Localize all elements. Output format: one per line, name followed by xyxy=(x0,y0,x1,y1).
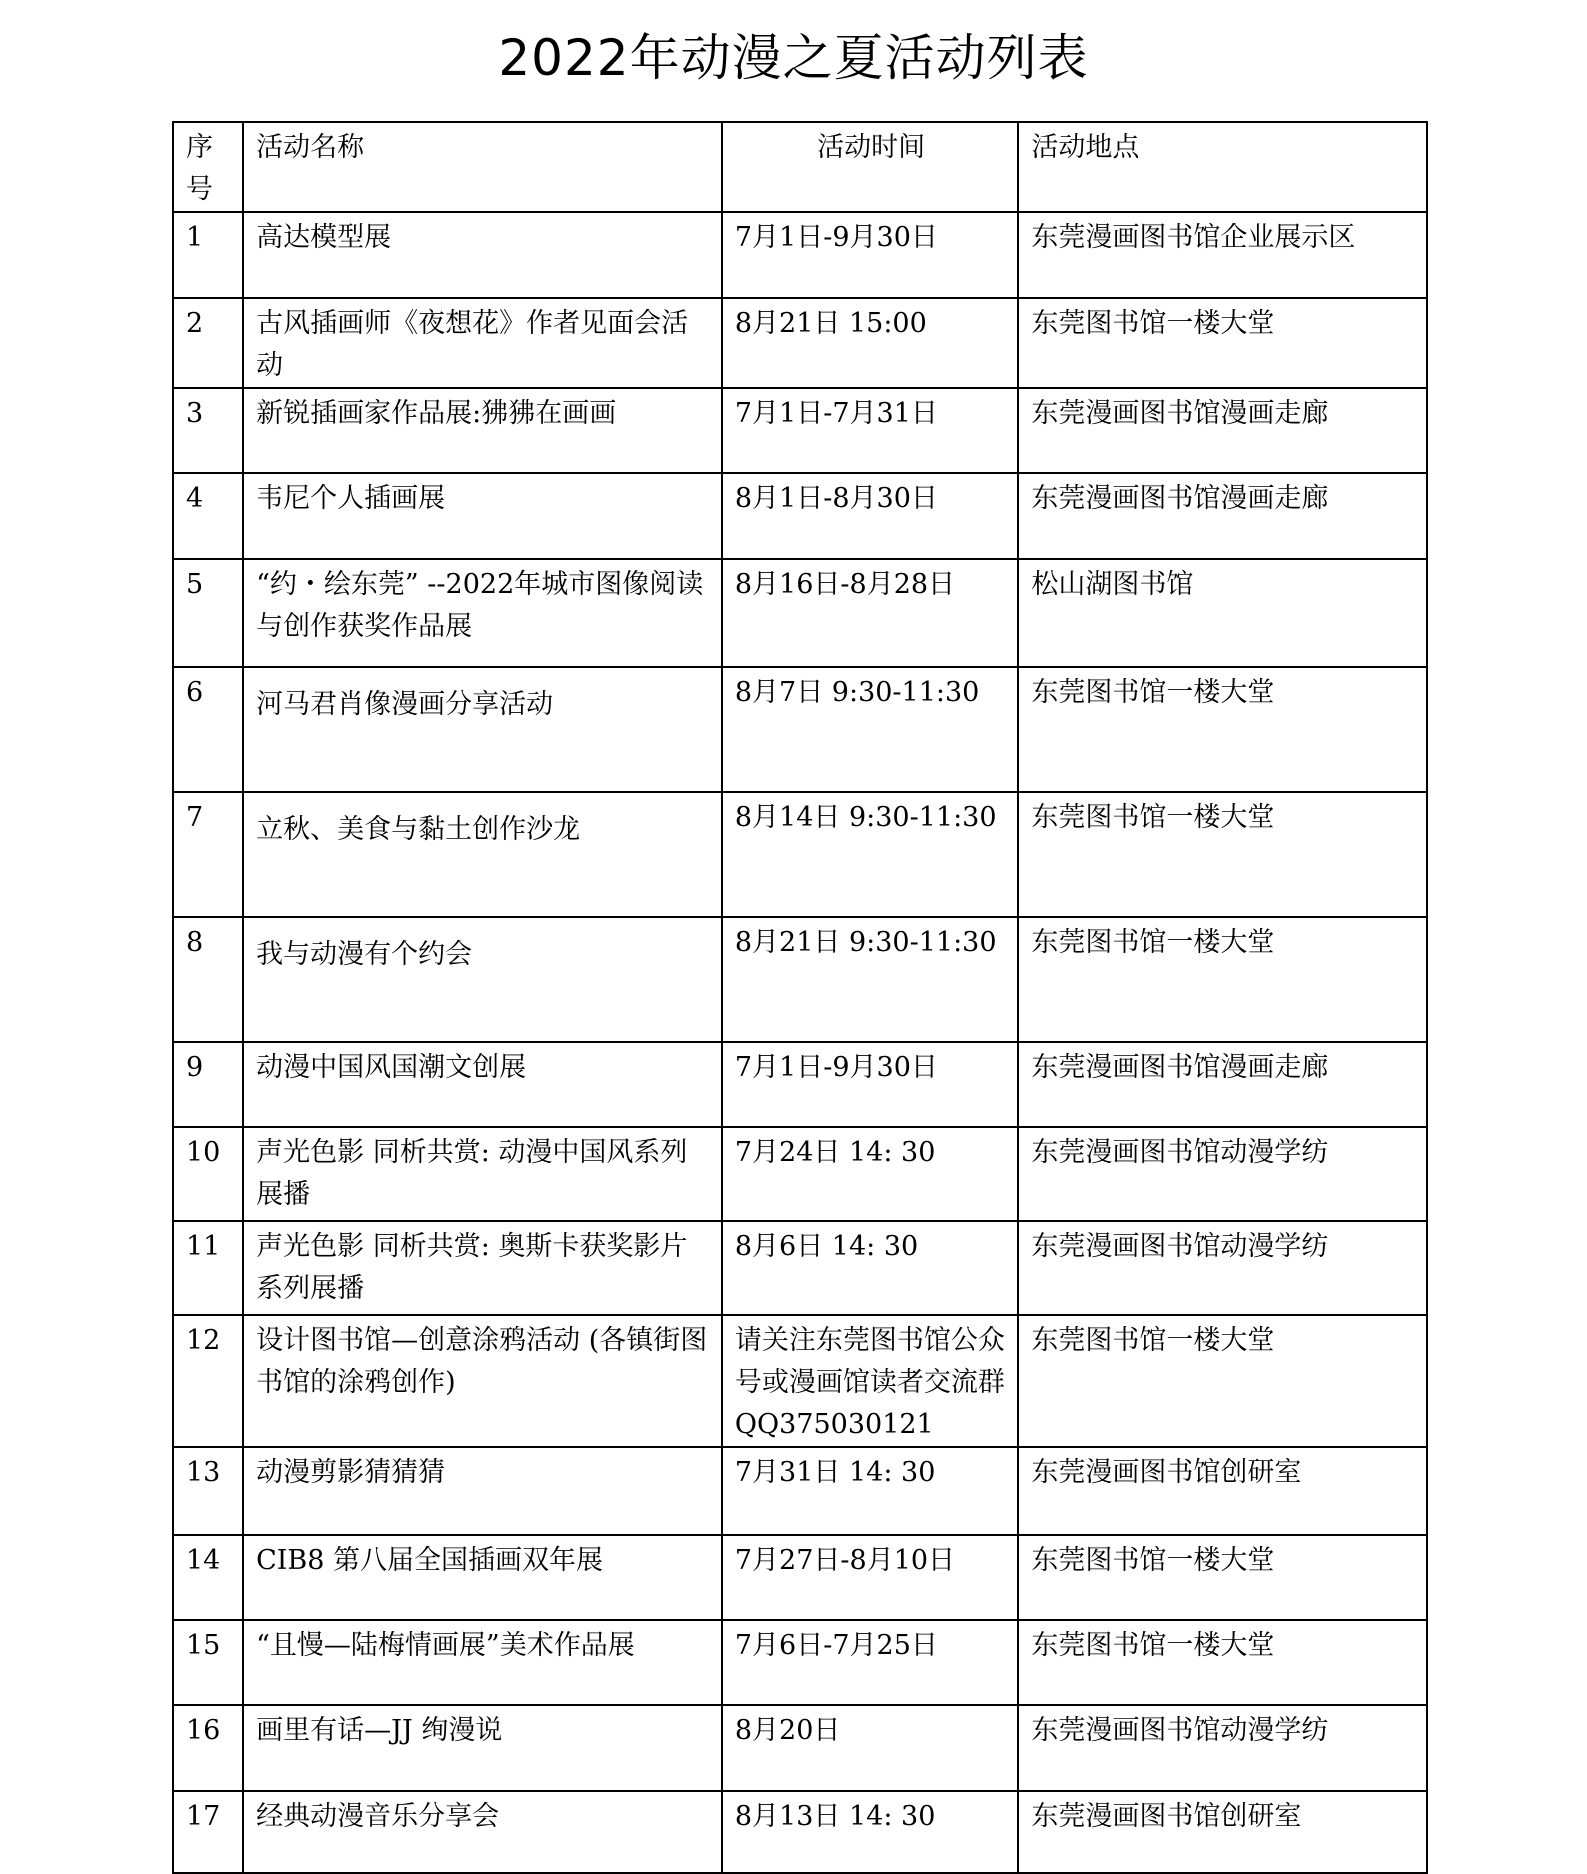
row-place: 东莞漫画图书馆动漫学纺 xyxy=(1018,1705,1427,1791)
row-name: 新锐插画家作品展:狒狒在画画 xyxy=(243,388,722,473)
table-row xyxy=(173,1620,1427,1705)
row-place: 东莞图书馆一楼大堂 xyxy=(1018,1535,1427,1620)
header-place: 活动地点 xyxy=(1018,122,1427,212)
row-time: 8月21日 9:30-11:30 xyxy=(722,917,1018,1042)
row-name xyxy=(243,667,722,792)
table-row xyxy=(173,1447,1427,1535)
row-place: 东莞漫画图书馆动漫学纺 xyxy=(1018,1127,1427,1221)
row-place: 东莞图书馆一楼大堂 xyxy=(1018,917,1427,1042)
row-no: 1 xyxy=(173,212,243,298)
header-no: 序号 xyxy=(173,122,243,212)
row-name-text: 立秋、美食与黏土创作沙龙 xyxy=(256,814,581,845)
row-name xyxy=(243,792,722,917)
table-row xyxy=(173,212,1427,298)
row-place: 东莞漫画图书馆企业展示区 xyxy=(1018,212,1427,298)
table-row xyxy=(173,1315,1427,1447)
row-place: 东莞图书馆一楼大堂 xyxy=(1018,1315,1427,1447)
row-time: 7月27日-8月10日 xyxy=(722,1535,1018,1620)
row-no: 7 xyxy=(173,792,243,917)
row-name: 动漫中国风国潮文创展 xyxy=(243,1042,722,1127)
row-place: 东莞图书馆一楼大堂 xyxy=(1018,1620,1427,1705)
row-name: 高达模型展 xyxy=(243,212,722,298)
row-name: CIB8 第八届全国插画双年展 xyxy=(243,1535,722,1620)
row-place: 松山湖图书馆 xyxy=(1018,559,1427,667)
row-time: 8月1日-8月30日 xyxy=(722,473,1018,559)
row-no: 10 xyxy=(173,1127,243,1221)
row-place: 东莞图书馆一楼大堂 xyxy=(1018,792,1427,917)
row-name: “且慢—陆梅情画展”美术作品展 xyxy=(243,1620,722,1705)
row-name: 动漫剪影猜猜猜 xyxy=(243,1447,722,1535)
row-no: 14 xyxy=(173,1535,243,1620)
row-place: 东莞漫画图书馆漫画走廊 xyxy=(1018,1042,1427,1127)
row-time: 8月6日 14: 30 xyxy=(722,1221,1018,1315)
row-name: 画里有话—JJ 绚漫说 xyxy=(243,1705,722,1791)
row-name: 古风插画师《夜想花》作者见面会活动 xyxy=(243,298,722,388)
row-no: 16 xyxy=(173,1705,243,1791)
row-name-text: 我与动漫有个约会 xyxy=(256,939,473,970)
row-no: 17 xyxy=(173,1791,243,1873)
row-time: 8月20日 xyxy=(722,1705,1018,1791)
row-time: 7月24日 14: 30 xyxy=(722,1127,1018,1221)
table-row xyxy=(173,1705,1427,1791)
row-no: 5 xyxy=(173,559,243,667)
row-no: 8 xyxy=(173,917,243,1042)
table-row xyxy=(173,1791,1427,1873)
row-time: 8月16日-8月28日 xyxy=(722,559,1018,667)
row-no: 13 xyxy=(173,1447,243,1535)
row-place: 东莞漫画图书馆漫画走廊 xyxy=(1018,388,1427,473)
row-time: 请关注东莞图书馆公众号或漫画馆读者交流群 QQ375030121 xyxy=(722,1315,1018,1447)
row-no: 4 xyxy=(173,473,243,559)
row-time: 7月6日-7月25日 xyxy=(722,1620,1018,1705)
row-name: 经典动漫音乐分享会 xyxy=(243,1791,722,1873)
header-time: 活动时间 xyxy=(722,122,1018,212)
row-name: 声光色影 同析共赏: 动漫中国风系列展播 xyxy=(243,1127,722,1221)
table-row xyxy=(173,473,1427,559)
row-time: 7月31日 14: 30 xyxy=(722,1447,1018,1535)
row-name: 设计图书馆—创意涂鸦活动 (各镇街图书馆的涂鸦创作) xyxy=(243,1315,722,1447)
row-time: 8月13日 14: 30 xyxy=(722,1791,1018,1873)
table-row xyxy=(173,792,1427,917)
table-row xyxy=(173,917,1427,1042)
row-time: 8月21日 15:00 xyxy=(722,298,1018,388)
row-place: 东莞漫画图书馆创研室 xyxy=(1018,1791,1427,1873)
row-no: 12 xyxy=(173,1315,243,1447)
table-row xyxy=(173,667,1427,792)
row-place: 东莞图书馆一楼大堂 xyxy=(1018,298,1427,388)
row-time: 8月14日 9:30-11:30 xyxy=(722,792,1018,917)
row-place: 东莞漫画图书馆漫画走廊 xyxy=(1018,473,1427,559)
table-row xyxy=(173,559,1427,667)
page-title: 2022年动漫之夏活动列表 xyxy=(498,29,1089,87)
events-table xyxy=(172,121,1428,1874)
table-row xyxy=(173,1042,1427,1127)
row-name xyxy=(243,917,722,1042)
row-name: 声光色影 同析共赏: 奥斯卡获奖影片系列展播 xyxy=(243,1221,722,1315)
header-name: 活动名称 xyxy=(243,122,722,212)
row-place: 东莞漫画图书馆创研室 xyxy=(1018,1447,1427,1535)
row-name-text: 河马君肖像漫画分享活动 xyxy=(256,689,554,720)
row-time: 7月1日-9月30日 xyxy=(722,1042,1018,1127)
row-place: 东莞漫画图书馆动漫学纺 xyxy=(1018,1221,1427,1315)
row-time: 8月7日 9:30-11:30 xyxy=(722,667,1018,792)
row-no: 15 xyxy=(173,1620,243,1705)
table-row xyxy=(173,298,1427,388)
table-header-row xyxy=(173,122,1427,212)
row-no: 6 xyxy=(173,667,243,792)
row-time: 7月1日-9月30日 xyxy=(722,212,1018,298)
row-name: “约・绘东莞” --2022年城市图像阅读与创作获奖作品展 xyxy=(243,559,722,667)
row-no: 3 xyxy=(173,388,243,473)
row-no: 2 xyxy=(173,298,243,388)
row-name: 韦尼个人插画展 xyxy=(243,473,722,559)
row-no: 11 xyxy=(173,1221,243,1315)
table-row xyxy=(173,1535,1427,1620)
table-row xyxy=(173,1221,1427,1315)
row-no: 9 xyxy=(173,1042,243,1127)
table-row xyxy=(173,388,1427,473)
row-place: 东莞图书馆一楼大堂 xyxy=(1018,667,1427,792)
row-time: 7月1日-7月31日 xyxy=(722,388,1018,473)
table-row xyxy=(173,1127,1427,1221)
